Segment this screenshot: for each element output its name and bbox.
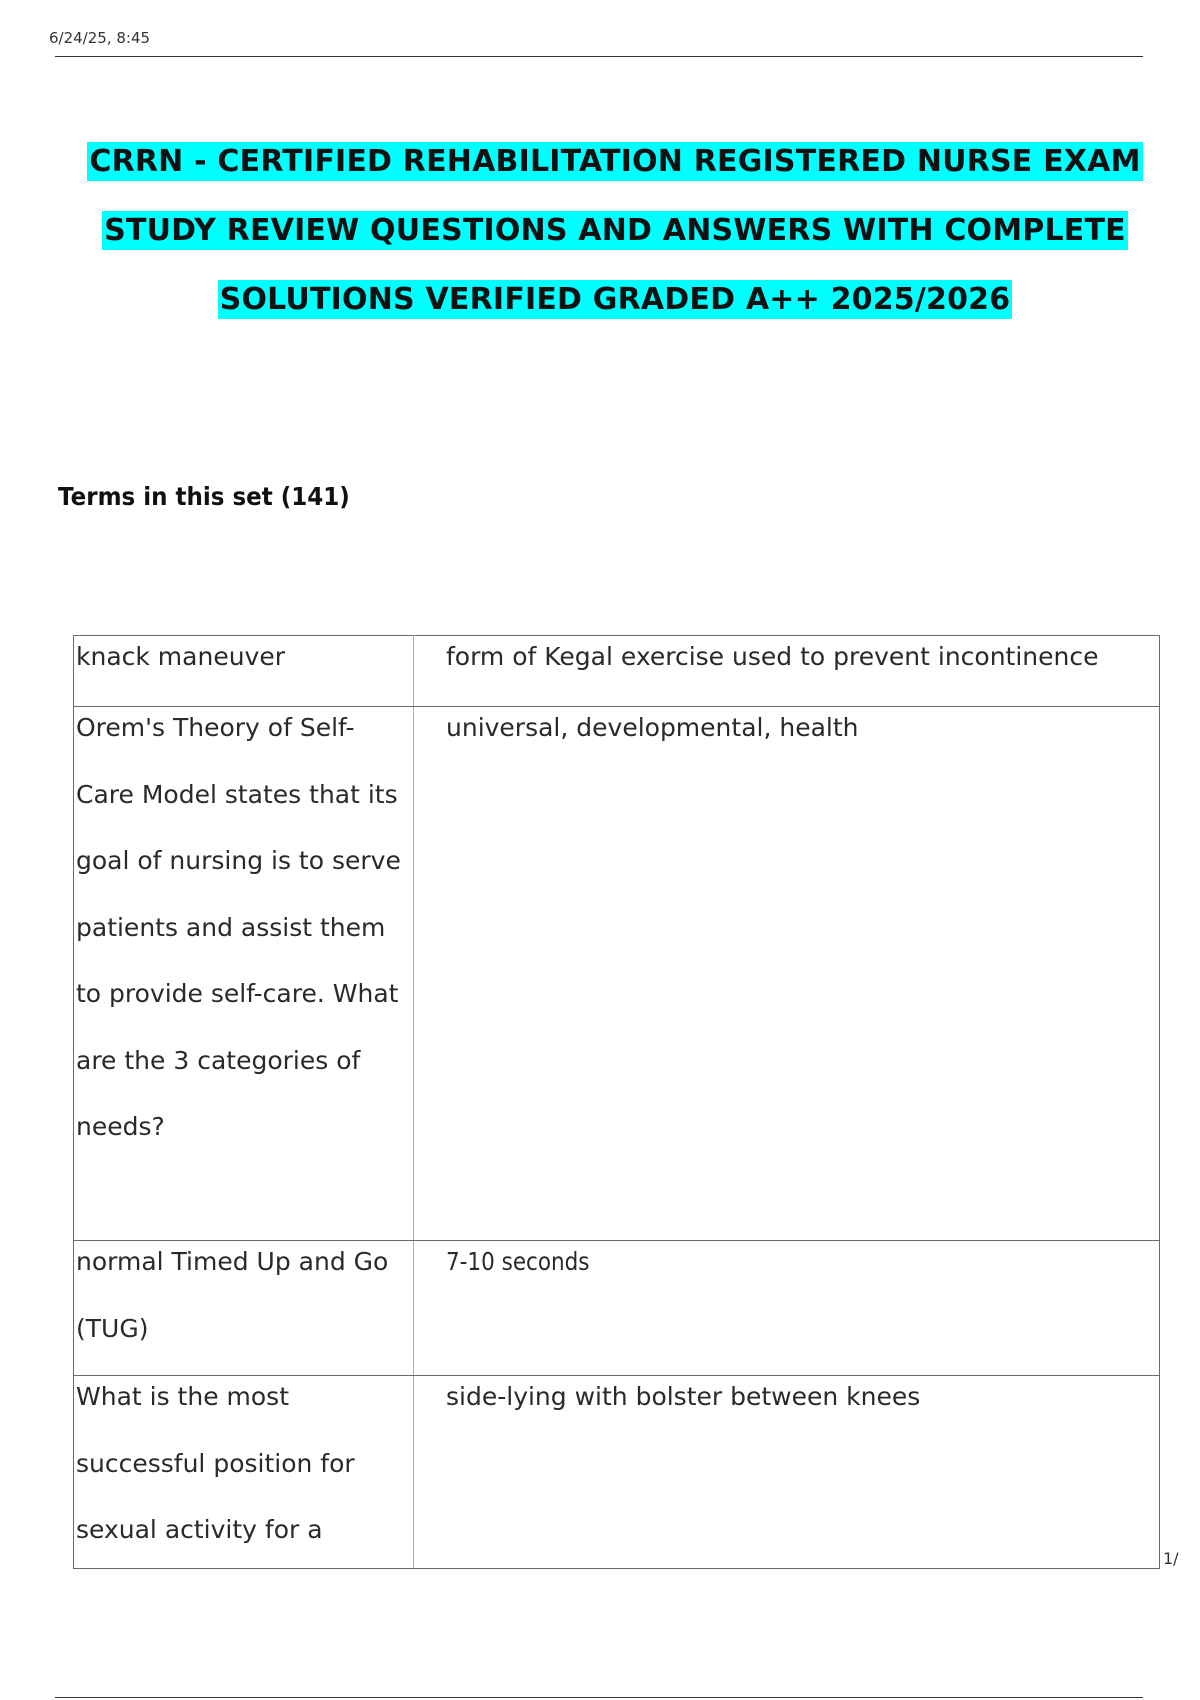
term-text: What is the most successful position for sexual activity for a <box>76 1382 355 1544</box>
definition-text: universal, developmental, health <box>446 713 859 742</box>
definition-wrap <box>446 1229 1159 1296</box>
term-text: normal Timed Up and Go (TUG) <box>76 1247 389 1343</box>
term-cell <box>74 1241 414 1376</box>
definition-text: form of Kegal exercise used to prevent incontinence <box>446 642 1099 671</box>
title-line-1 <box>70 126 1160 197</box>
print-date: 6/24/25, 8:45 <box>49 29 151 47</box>
document-title <box>70 128 1160 335</box>
definition-cell <box>414 1241 1160 1376</box>
term-text: knack maneuver <box>76 642 286 671</box>
definition-text: 7-10 seconds <box>446 1247 590 1276</box>
definition-cell <box>414 707 1160 1241</box>
title-line-2 <box>70 195 1160 266</box>
term-cell <box>74 707 414 1241</box>
footer-divider <box>55 1697 1143 1698</box>
title-line-2-text: STUDY REVIEW QUESTIONS AND ANSWERS WITH COMPLETE <box>104 213 1126 248</box>
terms-table <box>73 635 1160 1569</box>
table-row <box>74 707 1160 1241</box>
terms-count-heading: Terms in this set (141) <box>58 482 350 511</box>
title-line-1-text: CRRN - CERTIFIED REHABILITATION REGISTERED NURSE EXAM <box>89 144 1141 179</box>
table-row <box>74 1376 1160 1569</box>
title-line-3 <box>70 264 1160 335</box>
term-cell <box>74 1376 414 1569</box>
definition-cell <box>414 1376 1160 1569</box>
definition-text: side-lying with bolster between knees <box>446 1382 921 1411</box>
table-row <box>74 1241 1160 1376</box>
title-line-3-text: SOLUTIONS VERIFIED GRADED A++ 2025/2026 <box>219 282 1011 317</box>
header-divider <box>55 56 1143 57</box>
term-text: Orem's Theory of Self-Care Model states that its goal of nursing is to serve patients and assist them to provide self-care. What are the 3 categories of needs? <box>76 713 401 1141</box>
page-number: 1/ <box>1163 1549 1179 1568</box>
